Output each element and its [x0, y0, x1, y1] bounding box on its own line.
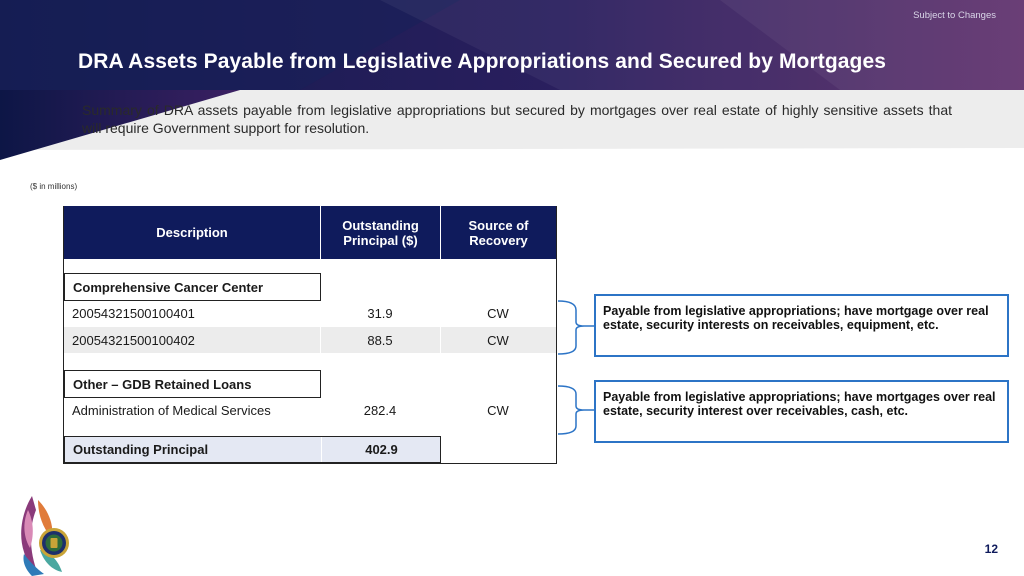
- units-note: ($ in millions): [30, 182, 78, 191]
- row-source: CW: [487, 332, 509, 348]
- column-header-source: Source of Recovery: [441, 206, 556, 259]
- row-description: Administration of Medical Services: [72, 402, 271, 418]
- table-row: [64, 397, 556, 423]
- table-row: [64, 327, 556, 353]
- subject-to-changes-note: Subject to Changes: [913, 10, 996, 21]
- row-source: CW: [487, 305, 509, 321]
- page-number: 12: [984, 542, 998, 556]
- organization-logo-icon: [14, 490, 76, 576]
- summary-text: Summary of DRA assets payable from legislative appropriations but secured by mortgages over real estate of highly sensitive assets that will require Government support for resolution.: [82, 102, 952, 136]
- table-row: [64, 300, 556, 326]
- note-box-gdb-loans: Payable from legislative appropriations; have mortgages over real estate, security interest over receivables, cash, etc.: [594, 380, 1009, 443]
- column-header-principal: Outstanding Principal ($): [321, 206, 440, 259]
- note-box-cancer-center: Payable from legislative appropriations; have mortgage over real estate, security interests on receivables, equipment, etc.: [594, 294, 1009, 357]
- total-label: Outstanding Principal: [73, 442, 209, 457]
- row-description: 20054321500100402: [72, 332, 195, 348]
- brace-1: [558, 301, 584, 354]
- group-header-cancer-center: Comprehensive Cancer Center: [64, 273, 321, 301]
- group-header-gdb-retained-loans: Other – GDB Retained Loans: [64, 370, 321, 398]
- row-principal: 88.5: [367, 332, 393, 348]
- row-principal: 31.9: [367, 305, 393, 321]
- row-principal: 282.4: [363, 402, 397, 418]
- row-description: 20054321500100401: [72, 305, 195, 321]
- total-row: [64, 436, 441, 463]
- total-value: 402.9: [321, 437, 441, 462]
- column-header-description: Description: [64, 206, 320, 259]
- row-source: CW: [487, 402, 509, 418]
- page-title: DRA Assets Payable from Legislative Appropriations and Secured by Mortgages: [78, 50, 887, 73]
- brace-2: [558, 386, 584, 434]
